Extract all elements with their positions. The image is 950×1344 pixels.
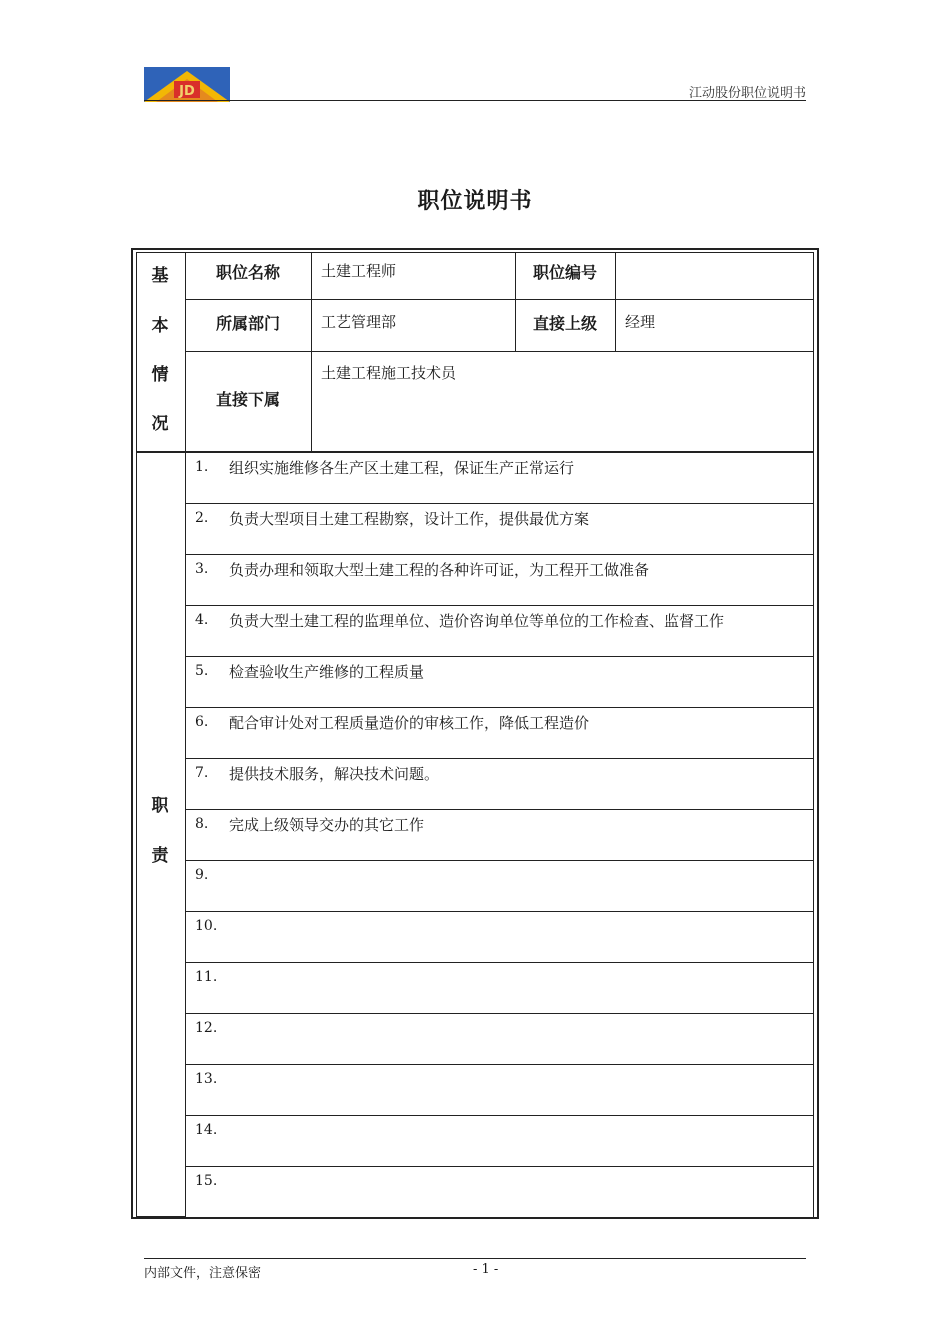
department-value: 工艺管理部 [311,299,516,352]
duty-text: 检查验收生产维修的工程质量 [229,663,425,681]
page-title: 职位说明书 [417,189,533,214]
company-logo [144,67,230,102]
duty-row [185,656,814,708]
basic-info-char: 情 [151,365,169,385]
duty-number: 8. [195,816,209,832]
svg-text:JD: JD [179,84,195,99]
position-name-value: 土建工程师 [311,252,516,300]
duty-number: 11. [195,969,218,985]
basic-info-section-cell [136,252,186,452]
basic-info-char: 基 [151,266,169,286]
duties-char: 职 [151,796,169,816]
duty-number: 10. [195,918,218,934]
direct-superior-value: 经理 [615,299,814,352]
position-code-label: 职位编号 [515,252,616,300]
duty-number: 7. [195,765,209,781]
footer-divider [144,1258,806,1259]
duty-number: 15. [195,1173,218,1189]
position-code-value [615,252,814,300]
duty-row [185,1166,814,1218]
duty-text: 组织实施维修各生产区土建工程，保证生产正常运行 [229,459,575,477]
duty-row [185,1013,814,1065]
basic-info-char: 本 [151,316,169,336]
duty-number: 14. [195,1122,218,1138]
duty-number: 1. [195,459,209,475]
duty-row [185,809,814,861]
duty-number: 5. [195,663,209,679]
duty-row [185,503,814,555]
duty-number: 2. [195,510,209,526]
duty-row [185,860,814,912]
duty-text: 提供技术服务，解决技术问题。 [229,765,440,783]
duty-number: 3. [195,561,209,577]
duty-number: 4. [195,612,209,628]
duty-row [185,605,814,657]
duty-number: 6. [195,714,209,730]
direct-subordinate-value: 土建工程施工技术员 [311,351,814,452]
duty-row [185,707,814,759]
duties-char: 责 [151,846,169,866]
duty-number: 12. [195,1020,218,1036]
duty-text: 负责大型土建工程的监理单位、造价咨询单位等单位的工作检查、监督工作 [229,612,725,630]
duty-row [185,911,814,963]
duty-row [185,758,814,810]
duty-text: 完成上级领导交办的其它工作 [229,816,425,834]
direct-superior-label: 直接上级 [515,299,616,352]
duty-row [185,452,814,504]
duty-number: 13. [195,1071,218,1087]
duty-row [185,1115,814,1167]
page-number: - 1 - [473,1262,499,1277]
confidential-note: 内部文件，注意保密 [144,1266,262,1281]
position-name-label: 职位名称 [185,252,312,300]
duty-text: 配合审计处对工程质量造价的审核工作，降低工程造价 [229,714,590,732]
duty-row [185,554,814,606]
header-doc-title: 江动股份职位说明书 [688,86,806,101]
duties-section-cell [136,452,186,1217]
department-label: 所属部门 [185,299,312,352]
duty-number: 9. [195,867,209,883]
basic-info-char: 况 [151,414,169,434]
duty-row [185,962,814,1014]
duty-row [185,1064,814,1116]
duty-text: 负责办理和领取大型土建工程的各种许可证，为工程开工做准备 [229,561,650,579]
header-divider [144,100,806,101]
duty-text: 负责大型项目土建工程勘察，设计工作，提供最优方案 [229,510,590,528]
direct-subordinate-label: 直接下属 [185,351,312,452]
